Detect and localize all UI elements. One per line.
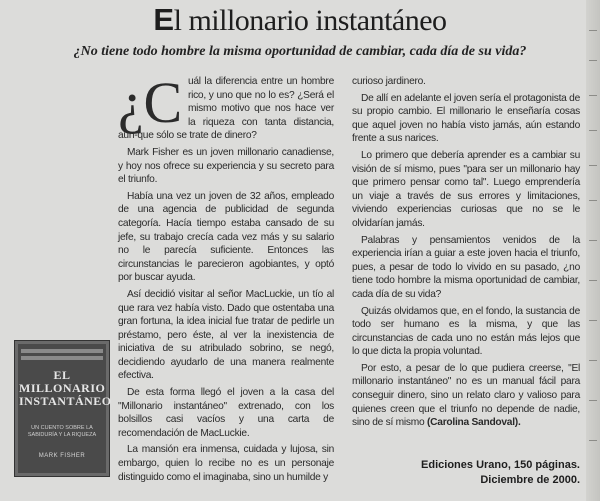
paragraph-text: uál la diferencia entre un hombre rico, y uno que no lo es? ¿Será el mismo motivo que nos hace ver la riqueza con tanta distancia, aun-que sólo se trate de dinero? bbox=[118, 76, 334, 142]
adjacent-page-edge bbox=[586, 0, 600, 501]
publication-credits bbox=[352, 458, 580, 488]
drop-cap: ¿C bbox=[118, 70, 182, 135]
paragraph: La mansión era inmensa, cuidada y lujosa, sin embargo, quien lo recibe no es un personaje distinguido como el imaginaba, sino un humilde y bbox=[118, 444, 334, 483]
paragraph: De esta forma llegó el joven a la casa del "Millonario instantáneo" extrenado, con los bolsillos casi vacíos y una carta de recomendación de MacLuckie. bbox=[118, 387, 334, 439]
cover-title-line: MILLONARIO bbox=[19, 381, 106, 395]
cover-subtitle: UN CUENTO SOBRE LA SABIDURÍA Y LA RIQUEZA bbox=[27, 425, 97, 438]
paragraph: De allí en adelante el joven sería el protagonista de su propio cambio. El millonario le enseñaría cosas que aquel joven no había visto jamás, aún estando frente a sus narices. bbox=[352, 92, 580, 145]
paragraph: Lo primero que debería aprender es a cambiar su visión de sí mismo, pues "para ser un millonario hay que primero pensar como tal". Luego emprendería un viaje a través de sus errores y limitaciones, viviendo experiencias curiosas que no se le olvidarían jamás. bbox=[352, 149, 580, 229]
paragraph: Palabras y pensamientos venidos de la experiencia irían a guiar a este joven hacia el triunfo, pues, a pesar de todo lo vivido en su pasado, ¿no tiene todo hombre la misma oportunidad de cambiar, cada día de su vida? bbox=[352, 234, 580, 300]
title-initial: E bbox=[153, 2, 174, 37]
publisher-line: Ediciones Urano, 150 páginas. bbox=[421, 459, 580, 471]
cover-title bbox=[19, 368, 112, 408]
column-right bbox=[352, 75, 580, 433]
article-title bbox=[0, 2, 600, 38]
byline: (Carolina Sandoval). bbox=[427, 417, 521, 429]
title-text: l millonario instantáneo bbox=[173, 4, 447, 37]
book-cover-image bbox=[14, 340, 110, 477]
paragraph: Había una vez un joven de 32 años, empleado de una agencia de publicidad de segunda categoría. Hacía tiempo estaba cansado de su jefe, su trabajo crecía cada vez más y su salario no le parecía suficiente. Entonces las circunstancias le parecieron agobiantes, y optó por buscar ayuda. bbox=[118, 190, 334, 284]
paragraph: Quizás olvidamos que, en el fondo, la sustancia de todo ser humano es la misma, y que las circunstancias de cada uno no están más lejos que lo que dicta la propia voluntad. bbox=[352, 305, 580, 358]
date-line: Diciembre de 2000. bbox=[480, 474, 580, 486]
column-left bbox=[118, 70, 334, 487]
cover-author: MARK FISHER bbox=[38, 453, 86, 459]
paragraph: Mark Fisher es un joven millonario canadiense, y hoy nos ofrece su experiencia y su secreto para el triunfo. bbox=[118, 146, 334, 186]
paragraph: curioso jardinero. bbox=[352, 76, 426, 87]
cover-title-line: EL bbox=[53, 368, 71, 382]
cover-title-line: INSTANTÁNEO bbox=[19, 394, 112, 408]
cover-band bbox=[21, 356, 103, 360]
cover-band bbox=[21, 349, 103, 353]
paragraph: Así decidió visitar al señor MacLuckie, un tío al que rara vez había visto. Dado que ostentaba una gran fortuna, la idea inicial fue tratar de pedirle un préstamo, pero éste, al ver la inexistencia de iniciativa de su atribulado sobrino, se negó, decidiendo ayudarlo de una manera realmente efectiva. bbox=[118, 288, 334, 382]
paragraph-text: Por esto, a pesar de lo que pudiera creerse, "El millonario instantáneo" no es un manual fácil para conseguir dinero, sino un relato claro y valioso para quienes creen que el triunfo no depende de nadie, sino de sí mismo bbox=[352, 362, 580, 429]
paragraph bbox=[118, 70, 334, 143]
paragraph bbox=[352, 362, 580, 430]
article-subtitle: ¿No tiene todo hombre la misma oportunidad de cambiar, cada día de su vida? bbox=[73, 44, 527, 59]
